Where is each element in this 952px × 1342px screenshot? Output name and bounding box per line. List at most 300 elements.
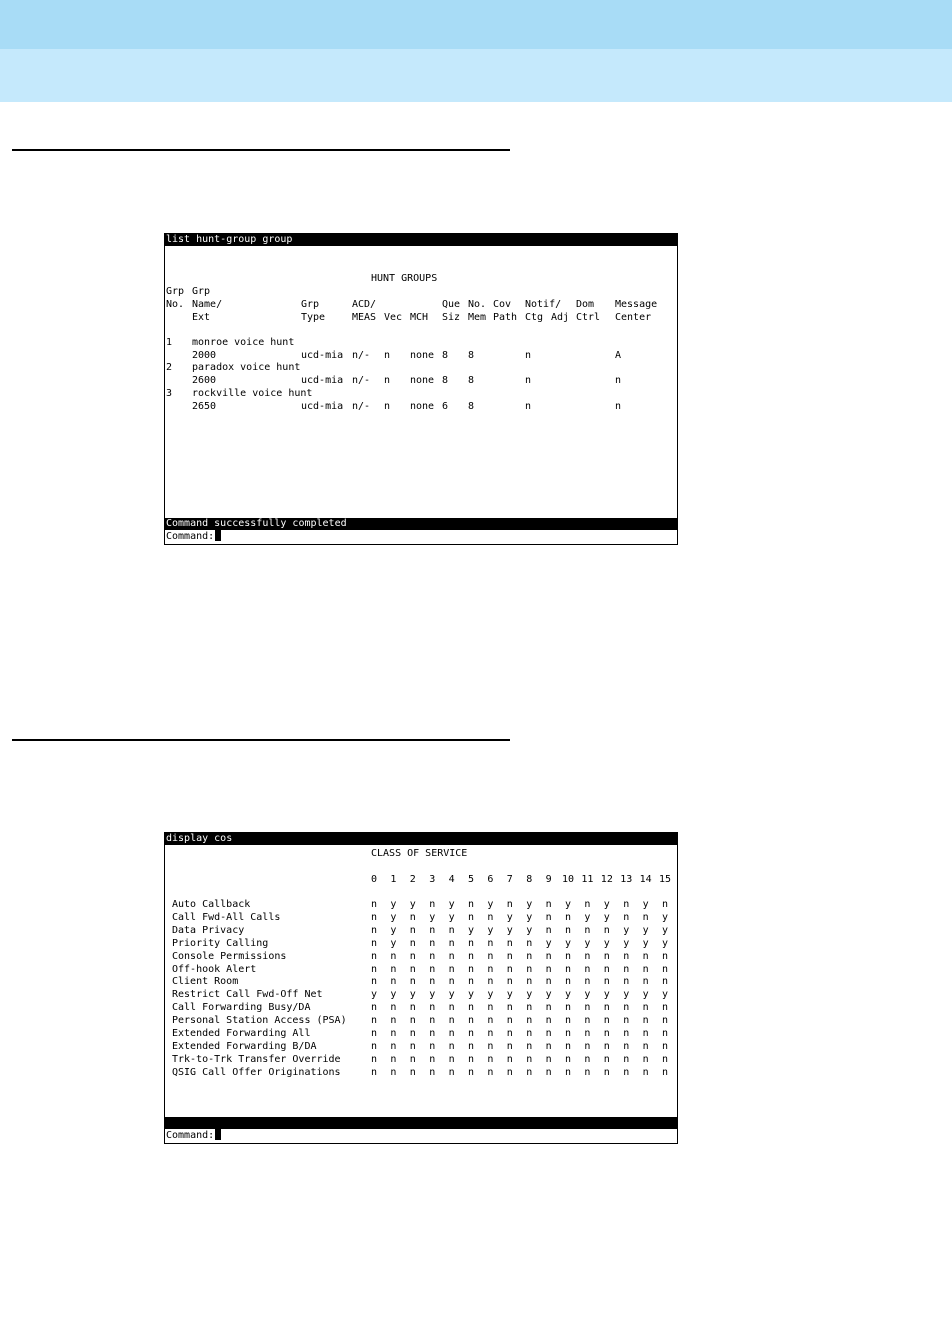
cos-value-cell: n: [603, 976, 610, 988]
cos-value-cell: y: [506, 989, 513, 1001]
cos-value-cell: n: [623, 1015, 630, 1027]
cos-value-cell: n: [468, 1028, 475, 1039]
cos-value-cell: y: [623, 937, 630, 949]
cos-value-cell: n: [662, 899, 669, 910]
group-type: ucd-mia: [301, 350, 344, 361]
cos-value-cell: n: [584, 1053, 591, 1065]
cos-value-cell: n: [584, 963, 591, 975]
cos-value-cell: n: [662, 1015, 669, 1027]
cos-value-cell: n: [429, 950, 436, 962]
group-acd: n/-: [352, 350, 371, 361]
cos-value-cell: n: [584, 976, 591, 988]
cos-row-label: Extended Forwarding All: [172, 1028, 311, 1039]
col-header: ACD/: [352, 299, 377, 310]
cos-row-label: Call Fwd-All Calls: [172, 911, 281, 923]
cos-value-cell: n: [468, 1040, 475, 1052]
cos-value-cell: n: [409, 1002, 416, 1014]
cos-value-cell: n: [662, 1066, 669, 1078]
col-header: Ext: [192, 312, 211, 323]
cos-value-cell: y: [371, 989, 378, 1001]
cos-value-cell: n: [409, 924, 416, 936]
cos-value-cell: n: [565, 1002, 572, 1014]
cos-value-cell: n: [623, 1040, 630, 1052]
group-number: 2: [166, 362, 173, 373]
cos-value-cell: y: [409, 989, 416, 1001]
header-band-top: [0, 0, 952, 49]
cos-value-cell: n: [487, 937, 494, 949]
cos-value-cell: n: [448, 1053, 455, 1065]
cos-value-cell: n: [506, 1015, 513, 1027]
col-header: Grp: [166, 286, 185, 297]
group-name: rockville voice hunt: [192, 388, 313, 399]
cos-row-label: Personal Station Access (PSA): [172, 1015, 347, 1027]
group-ext: 2650: [192, 401, 217, 412]
cos-value-cell: n: [371, 1015, 378, 1027]
col-header: Cov: [493, 299, 512, 310]
cos-value-cell: n: [429, 963, 436, 975]
hunt-group-body: [165, 246, 677, 518]
cos-row-label: Extended Forwarding B/DA: [172, 1040, 317, 1052]
cos-value-cell: n: [662, 1002, 669, 1014]
col-header: MEAS: [352, 312, 377, 323]
group-ext: 2000: [192, 350, 217, 361]
cos-value-cell: n: [448, 1066, 455, 1078]
cos-column-header: 6: [487, 874, 494, 885]
cos-column-header: 9: [545, 874, 552, 885]
col-header: Center: [615, 312, 652, 323]
cos-value-cell: n: [662, 950, 669, 962]
cos-value-cell: n: [584, 924, 591, 936]
cos-value-cell: n: [487, 950, 494, 962]
cos-value-cell: y: [526, 989, 533, 1001]
cos-value-cell: n: [409, 976, 416, 988]
group-mch: none: [410, 375, 435, 386]
cos-value-cell: n: [642, 1053, 649, 1065]
cos-value-cell: n: [448, 963, 455, 975]
cos-value-cell: y: [390, 899, 397, 910]
cos-value-cell: n: [429, 899, 436, 910]
group-que: 8: [442, 375, 449, 386]
cos-value-cell: y: [409, 899, 416, 910]
cos-value-cell: y: [603, 911, 610, 923]
col-header: Siz: [442, 312, 461, 323]
cos-value-cell: n: [429, 976, 436, 988]
cos-value-cell: y: [390, 937, 397, 949]
cos-value-cell: n: [565, 963, 572, 975]
cos-value-cell: n: [371, 1002, 378, 1014]
cos-value-cell: n: [468, 950, 475, 962]
col-header: Adj: [551, 312, 570, 323]
cos-value-cell: n: [390, 963, 397, 975]
cos-value-cell: n: [409, 950, 416, 962]
cos-terminal: [164, 832, 678, 1144]
cos-row-label: Trk-to-Trk Transfer Override: [172, 1053, 341, 1065]
cos-value-cell: y: [526, 899, 533, 910]
group-acd: n/-: [352, 401, 371, 412]
cos-value-cell: y: [468, 989, 475, 1001]
cos-value-cell: y: [545, 989, 552, 1001]
cos-value-cell: n: [584, 899, 591, 910]
group-ctg: n: [525, 375, 532, 386]
cos-column-header: 15: [659, 874, 672, 885]
cos-value-cell: y: [642, 937, 649, 949]
cos-value-cell: y: [526, 911, 533, 923]
col-header: No.: [166, 299, 185, 310]
cos-value-cell: n: [603, 1002, 610, 1014]
screen-title: CLASS OF SERVICE: [371, 848, 468, 859]
cos-value-cell: n: [565, 1066, 572, 1078]
group-vec: n: [384, 401, 391, 412]
cos-column-header: 1: [390, 874, 397, 885]
cos-value-cell: y: [390, 924, 397, 936]
cos-value-cell: n: [429, 1040, 436, 1052]
cos-column-header: 3: [429, 874, 436, 885]
cos-value-cell: n: [623, 1002, 630, 1014]
cos-value-cell: n: [448, 976, 455, 988]
section-rule: [12, 149, 510, 151]
cos-value-cell: n: [390, 1040, 397, 1052]
col-header: Ctg: [525, 312, 544, 323]
cos-value-cell: n: [545, 950, 552, 962]
group-number: 3: [166, 388, 173, 399]
cos-value-cell: y: [487, 989, 494, 1001]
cos-value-cell: n: [545, 963, 552, 975]
cos-value-cell: n: [506, 899, 513, 910]
cos-value-cell: n: [545, 1053, 552, 1065]
cos-value-cell: y: [429, 989, 436, 1001]
cos-value-cell: n: [526, 963, 533, 975]
cos-value-cell: n: [468, 1002, 475, 1014]
cos-value-cell: n: [506, 1053, 513, 1065]
cos-value-cell: n: [371, 937, 378, 949]
cos-value-cell: y: [603, 899, 610, 910]
cos-value-cell: n: [409, 963, 416, 975]
cos-value-cell: n: [487, 1066, 494, 1078]
cos-value-cell: n: [506, 976, 513, 988]
group-name: monroe voice hunt: [192, 337, 295, 348]
col-header: Type: [301, 312, 326, 323]
cos-value-cell: n: [371, 899, 378, 910]
col-header: Mem: [468, 312, 487, 323]
cos-value-cell: n: [603, 1053, 610, 1065]
cos-value-cell: y: [390, 989, 397, 1001]
cos-value-cell: n: [662, 1053, 669, 1065]
cos-value-cell: n: [526, 937, 533, 949]
cos-value-cell: n: [662, 1040, 669, 1052]
cos-value-cell: y: [642, 899, 649, 910]
cos-value-cell: n: [390, 1053, 397, 1065]
cos-value-cell: n: [409, 1015, 416, 1027]
cos-value-cell: y: [642, 924, 649, 936]
cos-value-cell: y: [429, 911, 436, 923]
cos-value-cell: n: [642, 911, 649, 923]
cos-value-cell: n: [371, 1028, 378, 1039]
command-prompt: Command:: [166, 1130, 215, 1141]
cos-value-cell: y: [662, 989, 669, 1001]
command-prompt: Command:: [166, 531, 215, 542]
cos-value-cell: y: [448, 911, 455, 923]
group-mch: none: [410, 350, 435, 361]
cos-value-cell: n: [371, 976, 378, 988]
col-header: No.: [468, 299, 487, 310]
cos-value-cell: n: [526, 1028, 533, 1039]
cos-value-cell: n: [409, 1028, 416, 1039]
cos-value-cell: n: [642, 1066, 649, 1078]
cos-value-cell: y: [662, 937, 669, 949]
cos-value-cell: y: [642, 989, 649, 1001]
cos-value-cell: n: [545, 1066, 552, 1078]
group-ext: 2600: [192, 375, 217, 386]
cos-column-header: 12: [600, 874, 613, 885]
cos-value-cell: n: [623, 1066, 630, 1078]
cos-value-cell: n: [603, 1015, 610, 1027]
cos-value-cell: n: [371, 950, 378, 962]
group-msg: A: [615, 350, 622, 361]
cos-value-cell: n: [603, 924, 610, 936]
cos-value-cell: n: [545, 1002, 552, 1014]
cos-value-cell: n: [390, 1066, 397, 1078]
cos-value-cell: n: [584, 1066, 591, 1078]
cos-value-cell: n: [662, 963, 669, 975]
cos-value-cell: n: [390, 1028, 397, 1039]
cos-value-cell: n: [468, 911, 475, 923]
cos-value-cell: n: [487, 1028, 494, 1039]
cos-value-cell: n: [545, 899, 552, 910]
cos-value-cell: n: [371, 911, 378, 923]
cos-value-cell: n: [526, 1002, 533, 1014]
cos-value-cell: n: [487, 1040, 494, 1052]
group-ctg: n: [525, 401, 532, 412]
cos-column-header: 5: [468, 874, 475, 885]
cos-value-cell: n: [642, 963, 649, 975]
cos-column-header: 4: [448, 874, 455, 885]
cos-value-cell: n: [642, 976, 649, 988]
cos-value-cell: n: [506, 1040, 513, 1052]
cos-value-cell: n: [565, 1053, 572, 1065]
cos-value-cell: n: [390, 950, 397, 962]
cos-value-cell: n: [448, 924, 455, 936]
screen-title: HUNT GROUPS: [371, 273, 438, 284]
cos-column-header: 8: [526, 874, 533, 885]
cos-value-cell: n: [390, 976, 397, 988]
cos-value-cell: n: [409, 1066, 416, 1078]
cos-value-cell: n: [409, 1053, 416, 1065]
cos-column-header: 0: [371, 874, 378, 885]
cos-value-cell: n: [409, 1040, 416, 1052]
cos-value-cell: y: [545, 937, 552, 949]
cos-row-label: Client Room: [172, 976, 239, 988]
cos-value-cell: n: [506, 1066, 513, 1078]
cos-value-cell: n: [623, 1028, 630, 1039]
cos-value-cell: n: [603, 1040, 610, 1052]
cos-value-cell: n: [429, 937, 436, 949]
cos-column-header: 7: [506, 874, 513, 885]
cos-column-header: 14: [639, 874, 652, 885]
cos-value-cell: n: [603, 1028, 610, 1039]
cos-value-cell: y: [526, 924, 533, 936]
cos-value-cell: n: [468, 899, 475, 910]
cos-value-cell: n: [526, 1066, 533, 1078]
cos-value-cell: n: [565, 976, 572, 988]
col-header: Dom: [576, 299, 595, 310]
cos-value-cell: n: [603, 963, 610, 975]
cos-value-cell: n: [487, 911, 494, 923]
cos-row-label: QSIG Call Offer Originations: [172, 1066, 341, 1078]
cos-value-cell: n: [448, 950, 455, 962]
cos-value-cell: y: [662, 924, 669, 936]
group-mem: 8: [468, 375, 475, 386]
cos-value-cell: n: [545, 1040, 552, 1052]
cos-value-cell: n: [487, 976, 494, 988]
group-msg: n: [615, 401, 622, 412]
cos-value-cell: n: [429, 1015, 436, 1027]
cos-value-cell: y: [390, 911, 397, 923]
cos-value-cell: n: [603, 1066, 610, 1078]
cos-value-cell: n: [545, 1028, 552, 1039]
cos-value-cell: n: [371, 1053, 378, 1065]
group-type: ucd-mia: [301, 375, 344, 386]
cos-value-cell: n: [623, 950, 630, 962]
cos-body: [165, 845, 677, 1117]
cos-value-cell: n: [468, 963, 475, 975]
cos-row-label: Auto Callback: [172, 899, 251, 910]
cos-value-cell: n: [565, 911, 572, 923]
cos-value-cell: n: [487, 1015, 494, 1027]
cos-value-cell: n: [429, 1053, 436, 1065]
cos-value-cell: n: [409, 911, 416, 923]
cos-value-cell: n: [468, 1053, 475, 1065]
command-line[interactable]: [165, 1129, 677, 1143]
cos-value-cell: n: [506, 950, 513, 962]
cos-value-cell: n: [662, 1028, 669, 1039]
group-que: 6: [442, 401, 449, 412]
cos-value-cell: n: [429, 924, 436, 936]
cos-value-cell: n: [526, 1015, 533, 1027]
cos-value-cell: n: [642, 1015, 649, 1027]
command-title-bar: display cos: [165, 833, 677, 845]
col-header: Ctrl: [576, 312, 601, 323]
status-bar: [165, 1117, 677, 1129]
group-vec: n: [384, 350, 391, 361]
cos-value-cell: y: [506, 911, 513, 923]
group-number: 1: [166, 337, 173, 348]
col-header: Path: [493, 312, 518, 323]
cos-column-header: 13: [620, 874, 633, 885]
cos-value-cell: n: [642, 1040, 649, 1052]
cos-value-cell: n: [603, 950, 610, 962]
cos-value-cell: n: [584, 1002, 591, 1014]
cos-column-header: 2: [409, 874, 416, 885]
cos-value-cell: n: [526, 950, 533, 962]
cos-value-cell: n: [565, 924, 572, 936]
group-name: paradox voice hunt: [192, 362, 301, 373]
cos-value-cell: y: [448, 899, 455, 910]
cos-value-cell: n: [448, 1002, 455, 1014]
cos-value-cell: n: [371, 924, 378, 936]
cos-value-cell: n: [390, 1002, 397, 1014]
cos-value-cell: n: [448, 1028, 455, 1039]
command-title-bar: list hunt-group group: [165, 234, 677, 246]
command-line[interactable]: [165, 530, 677, 544]
cos-value-cell: n: [623, 1053, 630, 1065]
cos-row-label: Console Permissions: [172, 950, 287, 962]
cos-value-cell: y: [623, 989, 630, 1001]
cos-value-cell: n: [623, 976, 630, 988]
cos-row-label: Priority Calling: [172, 937, 269, 949]
cos-value-cell: y: [448, 989, 455, 1001]
cos-value-cell: y: [468, 924, 475, 936]
col-header: Grp: [192, 286, 211, 297]
cos-value-cell: y: [584, 989, 591, 1001]
cos-row-label: Data Privacy: [172, 924, 245, 936]
cos-value-cell: n: [506, 963, 513, 975]
cos-value-cell: n: [642, 950, 649, 962]
cos-value-cell: n: [429, 1002, 436, 1014]
cos-row-label: Call Forwarding Busy/DA: [172, 1002, 311, 1014]
cos-value-cell: n: [584, 1040, 591, 1052]
cos-value-cell: n: [584, 1015, 591, 1027]
cos-value-cell: n: [526, 1040, 533, 1052]
cos-value-cell: n: [448, 1015, 455, 1027]
status-bar: Command successfully completed: [165, 518, 677, 530]
cos-value-cell: n: [390, 1015, 397, 1027]
col-header: Vec: [384, 312, 403, 323]
cos-row-label: Off-hook Alert: [172, 963, 257, 975]
cos-value-cell: n: [506, 1002, 513, 1014]
group-mem: 8: [468, 401, 475, 412]
cos-value-cell: y: [662, 911, 669, 923]
col-header: MCH: [410, 312, 429, 323]
cos-value-cell: y: [603, 989, 610, 1001]
cos-value-cell: n: [526, 1053, 533, 1065]
hunt-group-terminal: [164, 233, 678, 545]
cos-value-cell: n: [545, 976, 552, 988]
group-ctg: n: [525, 350, 532, 361]
cursor-block: [215, 1129, 221, 1140]
col-header: Grp: [301, 299, 320, 310]
group-que: 8: [442, 350, 449, 361]
cos-value-cell: n: [584, 950, 591, 962]
cos-value-cell: n: [371, 963, 378, 975]
cos-value-cell: n: [623, 963, 630, 975]
group-type: ucd-mia: [301, 401, 344, 412]
cos-value-cell: n: [487, 1053, 494, 1065]
cos-value-cell: n: [487, 1002, 494, 1014]
group-mem: 8: [468, 350, 475, 361]
cos-value-cell: y: [603, 937, 610, 949]
cos-value-cell: y: [487, 924, 494, 936]
cos-value-cell: n: [506, 937, 513, 949]
cos-value-cell: y: [584, 937, 591, 949]
cos-value-cell: n: [468, 1015, 475, 1027]
cos-value-cell: n: [506, 1028, 513, 1039]
section-rule: [12, 739, 510, 741]
cos-value-cell: n: [371, 1040, 378, 1052]
cos-value-cell: n: [642, 1002, 649, 1014]
cursor-block: [215, 530, 221, 541]
cos-value-cell: n: [623, 911, 630, 923]
cos-value-cell: y: [584, 911, 591, 923]
group-vec: n: [384, 375, 391, 386]
cos-value-cell: n: [545, 924, 552, 936]
col-header: Notif/: [525, 299, 562, 310]
cos-value-cell: n: [623, 899, 630, 910]
cos-row-label: Restrict Call Fwd-Off Net: [172, 989, 323, 1001]
group-mch: none: [410, 401, 435, 412]
group-acd: n/-: [352, 375, 371, 386]
cos-value-cell: n: [448, 1040, 455, 1052]
cos-value-cell: y: [487, 899, 494, 910]
